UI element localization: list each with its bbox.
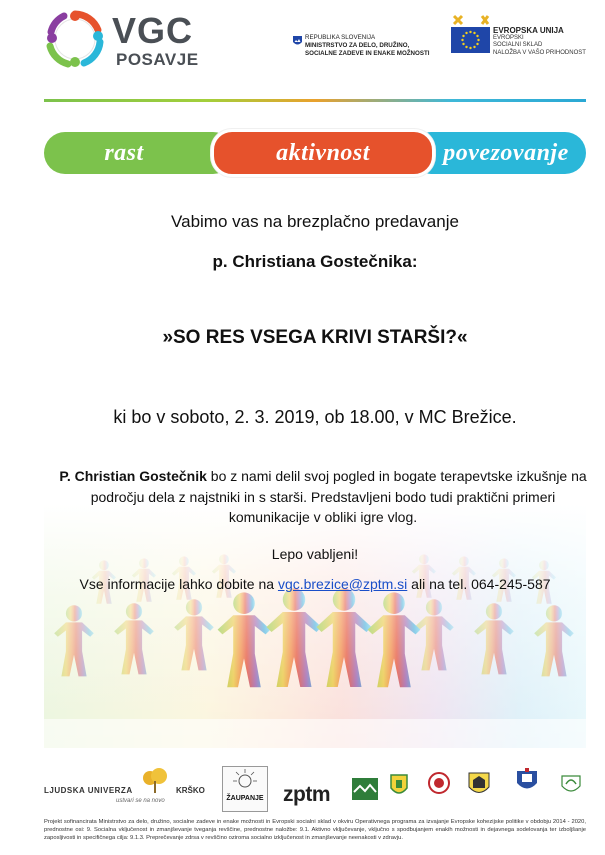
pill-povezovanje — [410, 132, 586, 174]
paper-chain-people-image — [44, 504, 586, 748]
lu-tree-logo-icon — [138, 768, 172, 794]
contact-phone: ali na tel. 064-245-587 — [407, 576, 551, 592]
pill-rast — [44, 132, 234, 174]
event-when: ki bo v soboto, 2. 3. 2019, ob 18.00, v MC Brežice. — [113, 407, 517, 427]
eu-text-block — [493, 27, 593, 57]
welcome-line: Lepo vabljeni! — [271, 546, 359, 562]
description-text: bo z nami delil svoj pogled in bogate terapevtske izkušnje na področju dela z najstniki in s starši. Predstavljeni bodo tudi praktični primeri komunikacije v obliki igre vlog. — [90, 468, 587, 525]
eu-fund-logo-icon — [452, 14, 490, 26]
description-paragraph — [58, 466, 588, 528]
municipality-sevnica-logo-icon — [558, 772, 584, 798]
ministry-line-3: SOCIALNE ZADEVE IN ENAKE MOŽNOSTI — [305, 50, 430, 57]
municipality-radece-logo-icon — [516, 768, 538, 794]
eu-flag-icon — [451, 27, 490, 53]
ministry-block — [305, 34, 455, 58]
eu-line-1: EVROPSKI — [493, 34, 524, 41]
brand-subtitle: POSAVJE — [116, 50, 199, 69]
eu-title: EVROPSKA UNIJA — [493, 26, 564, 35]
invite-line: Vabimo vas na brezplačno predavanje — [171, 212, 459, 231]
municipality-bistrica-logo-icon — [468, 772, 490, 798]
municipality-krsko-logo-icon — [352, 778, 378, 800]
footer-fine-print: Projekt sofinancirata Ministrstvo za delo, družino, socialne zadeve in enake možnosti in Evropski socialni sklad v okviru Operativnega programa za izvajanje Evropske kohezijske politike v obdobju 2014 - 2020, prednostne osi: 9. Socialna vključenost in zmanjševanje tveganja revščine, prednostne naložbe: 9.1. Aktivno vključevanje, vključno s spodbujanjem enakih možnosti in dejavnega sodelovanja ter izboljšanje zaposljivosti in specifičnega cilja: 9.1.3. Preprečevanje zdrsa v revščino oziroma socialno izključenost in zmanjševanje neenakosti v zdravju. — [44, 819, 586, 841]
lu-slogan: ustvari se na novo — [116, 798, 165, 804]
zptm-logo: zptm — [283, 783, 330, 806]
ministry-line-1: REPUBLIKA SLOVENIJA — [305, 34, 376, 41]
pill-povezovanje-label: povezovanje — [443, 139, 569, 166]
header-divider — [44, 99, 586, 102]
pill-rast-label: rast — [104, 139, 144, 166]
lu-name: LJUDSKA UNIVERZA — [44, 786, 133, 795]
contact-prefix: Vse informacije lahko dobite na — [79, 576, 278, 592]
speaker-line: p. Christiana Gostečnika: — [212, 252, 418, 271]
contact-email-link[interactable]: vgc.brezice@zptm.si — [277, 576, 408, 592]
lecture-title: »SO RES VSEGA KRIVI STARŠI?« — [162, 327, 468, 348]
zupanje-sun-icon — [225, 767, 265, 793]
lu-city: KRŠKO — [176, 786, 205, 795]
ministry-line-2: MINISTRSTVO ZA DELO, DRUŽINO, — [305, 42, 410, 49]
description-name: P. Christian Gostečnik — [59, 468, 207, 484]
contact-info-line — [44, 576, 586, 592]
eu-line-2: SOCIALNI SKLAD — [493, 42, 543, 48]
eu-line-3: NALOŽBA V VAŠO PRIHODNOST — [493, 49, 586, 56]
zupanje-label: ŽAUPANJE — [226, 795, 264, 802]
zupanje-logo — [222, 766, 268, 812]
municipality-kostanjevica-logo-icon — [428, 772, 450, 796]
vgc-logo-icon — [44, 8, 106, 70]
brand-title: VGC — [112, 10, 194, 51]
slovenia-crest-icon — [293, 36, 302, 47]
pill-aktivnost — [211, 129, 435, 177]
pill-aktivnost-label: aktivnost — [276, 139, 370, 166]
municipality-brezice-logo-icon — [390, 774, 408, 798]
